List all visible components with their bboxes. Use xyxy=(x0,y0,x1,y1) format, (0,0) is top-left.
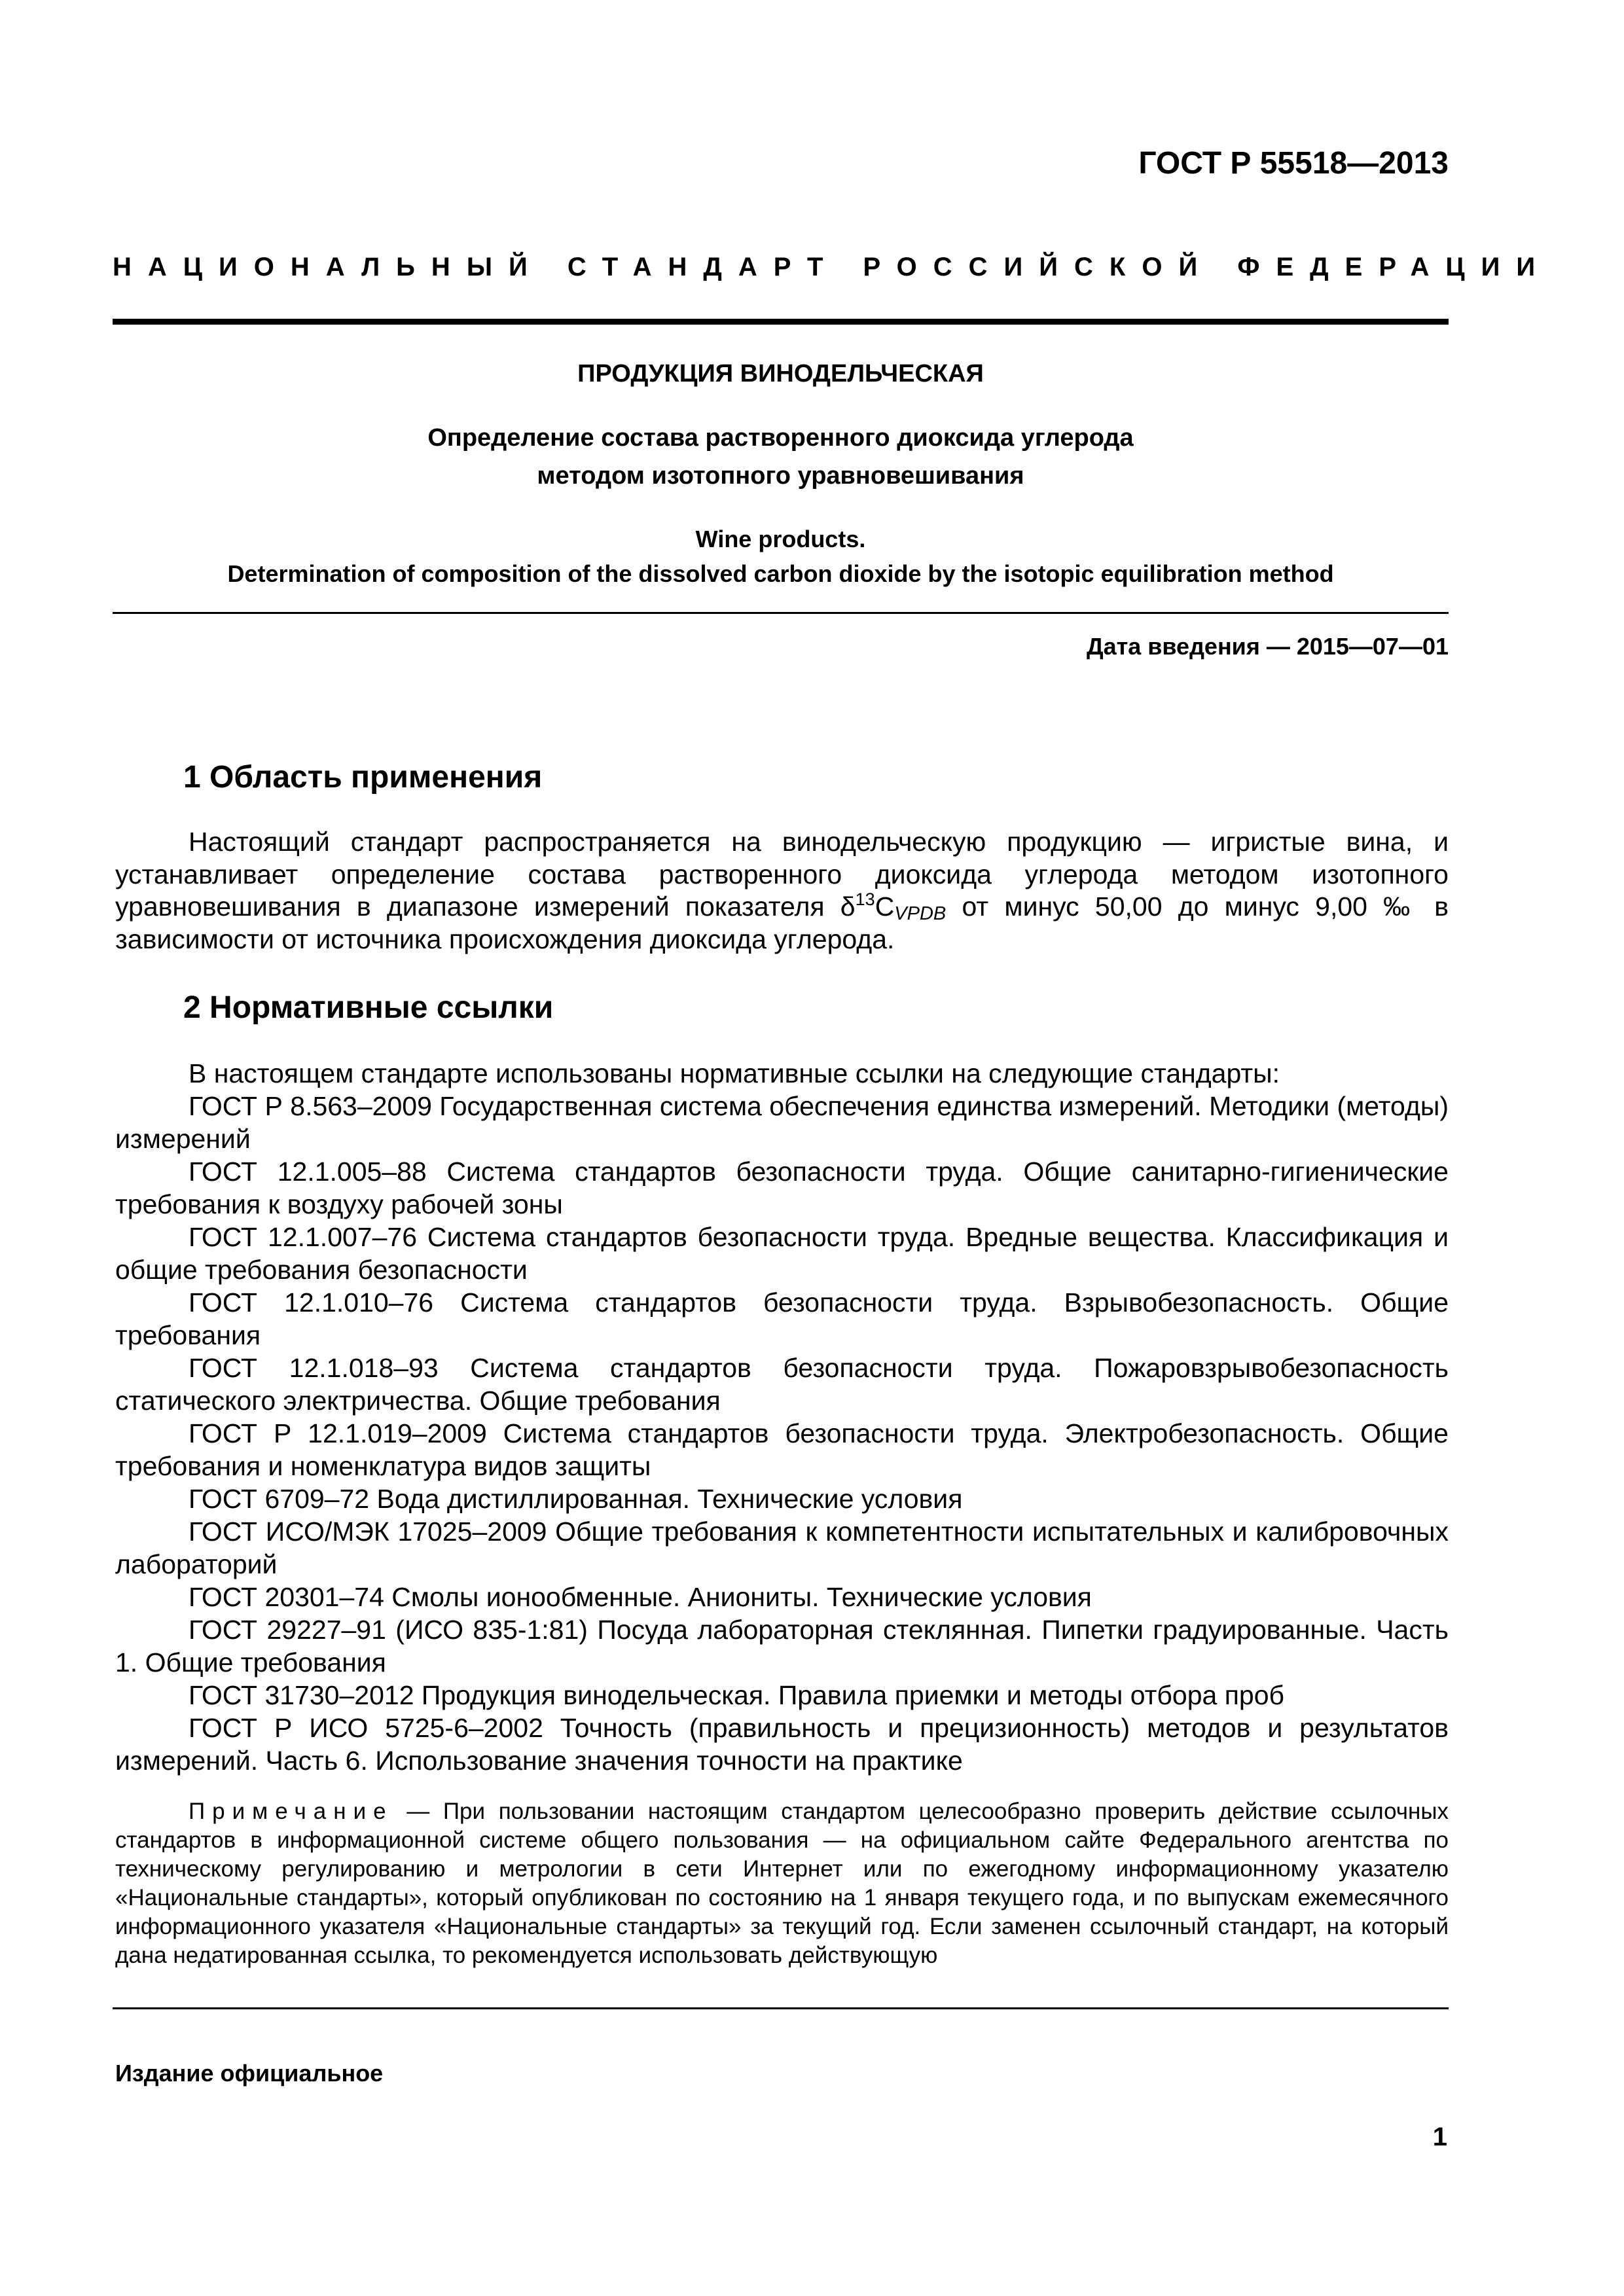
reference-item: ГОСТ 6709–72 Вода дистиллированная. Технические условия xyxy=(189,1484,963,1514)
date-introduction: Дата введения — 2015—07—01 xyxy=(1086,633,1449,660)
reference-item: ГОСТ Р ИСО 5725-6–2002 Точность (правильность и прецизионность) методов и результатов измерений. Часть 6. Использование значения точности на практике xyxy=(115,1713,1449,1776)
title-rule xyxy=(113,612,1449,614)
national-standard-line: НАЦИОНАЛЬНЫЙ СТАНДАРТ РОССИЙСКОЙ ФЕДЕРАЦИИ xyxy=(113,253,1552,281)
section-1-text-end: от минус 50,00 до минус 9,00 ‰ в зависимости от источника происхождения диоксида углерода. xyxy=(115,891,1449,954)
subtitle-ru xyxy=(113,419,1449,495)
title-en xyxy=(113,522,1449,591)
standard-code: ГОСТ Р 55518—2013 xyxy=(1138,146,1449,181)
note-text: — При пользовании настоящим стандартом целесообразно проверить действие ссылочных стандартов в информационной системе общего пользования — на официальном сайте Федерального агентства по техническому регулированию и метрологии в сети Интернет или по ежегодному информационному указателю «Национальные стандарты», который опубликован по состоянию на 1 января текущего года, и по выпускам ежемесячного информационного указателя «Национальные стандарты» за текущий год. Если заменен ссылочный стандарт, на который дана недатированная ссылка, то рекомендуется использовать действующую xyxy=(115,1799,1449,1968)
isotope-subscript: VPDB xyxy=(894,903,947,924)
footer-rule xyxy=(113,2007,1449,2009)
edition-label: Издание официальное xyxy=(115,2060,384,2087)
section-1-heading: 1 Область применения xyxy=(183,760,543,795)
page-number: 1 xyxy=(1432,2123,1447,2151)
reference-item: ГОСТ 29227–91 (ИСО 835-1:81) Посуда лабораторная стеклянная. Пипетки градуированные. Часть 1. Общие требования xyxy=(115,1615,1449,1677)
subtitle-ru-line1: Определение состава растворенного диоксида углерода xyxy=(427,424,1134,452)
reference-item: ГОСТ 12.1.005–88 Система стандартов безопасности труда. Общие санитарно-гигиенические требования к воздуху рабочей зоны xyxy=(115,1157,1449,1219)
references-intro: В настоящем стандарте использованы нормативные ссылки на следующие стандарты: xyxy=(189,1058,1280,1088)
section-2-heading: 2 Нормативные ссылки xyxy=(183,990,554,1025)
subtitle-ru-line2: методом изотопного уравновешивания xyxy=(537,462,1024,490)
section-1-paragraph xyxy=(115,826,1449,956)
section-1-text: Настоящий стандарт распространяется на винодельческую продукцию — игристые вина, и устанавливает определение состава растворенного диоксида углерода методом изотопного уравновешивания в диапазоне измерений показателя δ xyxy=(115,827,1449,922)
reference-item: ГОСТ 12.1.018–93 Система стандартов безопасности труда. Пожаровзрывобезопасность статического электричества. Общие требования xyxy=(115,1353,1449,1416)
reference-item: ГОСТ ИСО/МЭК 17025–2009 Общие требования к компетентности испытательных и калибровочных лабораторий xyxy=(115,1516,1449,1579)
isotope-symbol: C xyxy=(875,891,895,922)
reference-item: ГОСТ Р 12.1.019–2009 Система стандартов безопасности труда. Электробезопасность. Общие требования и номенклатура видов защиты xyxy=(115,1418,1449,1481)
references-list xyxy=(115,1057,1449,1777)
reference-item: ГОСТ 20301–74 Смолы ионообменные. Аниониты. Технические условия xyxy=(189,1582,1092,1612)
title-ru: ПРОДУКЦИЯ ВИНОДЕЛЬЧЕСКАЯ xyxy=(577,360,984,387)
reference-item: ГОСТ 31730–2012 Продукция винодельческая. Правила приемки и методы отбора проб xyxy=(189,1680,1284,1710)
reference-item: ГОСТ 12.1.007–76 Система стандартов безопасности труда. Вредные вещества. Классификация и общие требования безопасности xyxy=(115,1222,1449,1285)
note-paragraph xyxy=(115,1797,1449,1970)
isotope-superscript: 13 xyxy=(855,889,875,909)
note-label: Примечание xyxy=(189,1799,393,1824)
title-en-line2: Determination of composition of the dissolved carbon dioxide by the isotopic equilibration method xyxy=(227,560,1334,587)
reference-item: ГОСТ 12.1.010–76 Система стандартов безопасности труда. Взрывобезопасность. Общие требования xyxy=(115,1287,1449,1350)
title-en-line1: Wine products. xyxy=(695,526,866,552)
header-rule xyxy=(113,319,1449,325)
reference-item: ГОСТ Р 8.563–2009 Государственная система обеспечения единства измерений. Методики (методы) измерений xyxy=(115,1091,1449,1154)
